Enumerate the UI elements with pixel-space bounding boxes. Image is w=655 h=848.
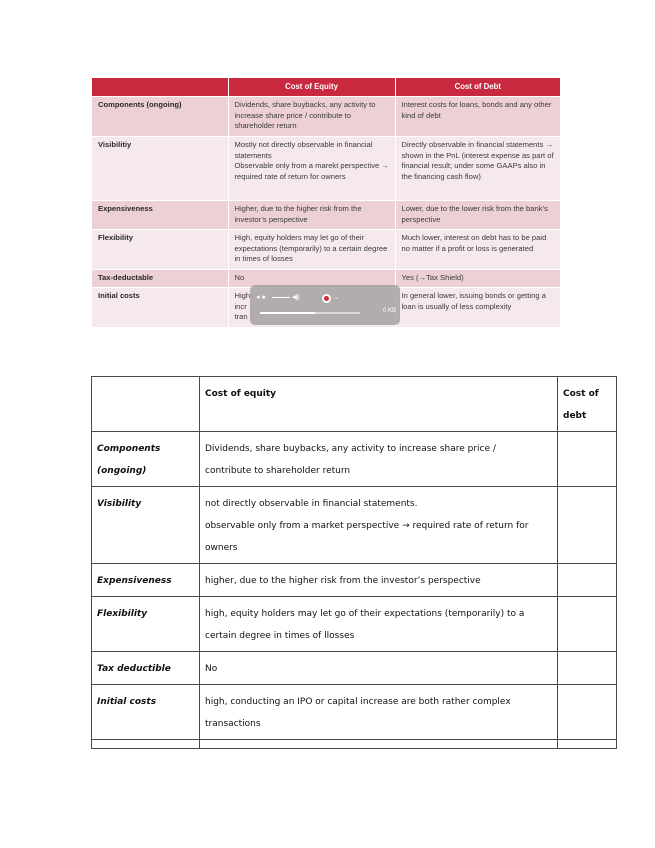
- image-debt-cell: Much lower, interest on debt has to be paid no matter if a profit or loss is generated: [395, 230, 560, 270]
- image-row-label: Visibilitiy: [92, 137, 228, 201]
- record-icon[interactable]: [322, 294, 331, 303]
- media-player-overlay[interactable]: [250, 285, 400, 325]
- volume-icon[interactable]: ◀): [292, 294, 300, 301]
- image-header-debt: Cost of Debt: [395, 78, 560, 97]
- table-row: [92, 564, 617, 597]
- row-label-visibility: Visibility: [92, 487, 200, 564]
- media-size-label: 0 KB: [382, 308, 396, 314]
- rewind-icon[interactable]: ◂ ●: [256, 294, 266, 301]
- image-row-components: [92, 97, 560, 137]
- image-row-flexibility: [92, 230, 560, 270]
- image-debt-cell: Yes (→Tax Shield): [395, 270, 560, 288]
- media-progress-fill: [260, 312, 315, 314]
- image-equity-cell: Higher, due to the higher risk from the investor’s perspective: [228, 201, 395, 230]
- table-row: [92, 432, 617, 487]
- equity-cell: not directly observable in financial statements. observable only from a market perspective → required rate of return for owners: [200, 487, 558, 564]
- image-equity-cell: High incr tran: [228, 288, 395, 328]
- image-row-label: Initial costs: [92, 288, 228, 328]
- image-debt-cell: Interest costs for loans, bonds and any other kind of debt: [395, 97, 560, 137]
- table-row: [92, 597, 617, 652]
- image-debt-cell: Directly observable in financial statements → shown in the PnL (interest expense as part of financial result; under some GAAPs also in the financing cash flow): [395, 137, 560, 201]
- media-progress-track[interactable]: [260, 312, 360, 314]
- image-header-empty: [92, 78, 228, 97]
- image-debt-cell: In general lower, issuing bonds or getting a loan is usually of less complexity: [395, 288, 560, 328]
- row-label-initial-costs: Initial costs: [92, 685, 200, 740]
- row-label-tax-deductible: Tax deductible: [92, 652, 200, 685]
- table-row: [92, 685, 617, 740]
- image-equity-cell: No: [228, 270, 395, 288]
- table-row: [92, 487, 617, 564]
- row-label-expensiveness: Expensiveness: [92, 564, 200, 597]
- image-equity-cell: Dividends, share buybacks, any activity to increase share price / contribute to shareholder return: [228, 97, 395, 137]
- image-equity-cell: Mostly not directly observable in financial statements Observable only from a marekt perspective → required rate of return for owners: [228, 137, 395, 201]
- header-cost-of-equity: Cost of equity: [200, 377, 558, 432]
- debt-cell: [558, 432, 617, 487]
- image-debt-cell: Lower, due to the lower risk from the bank’s perspective: [395, 201, 560, 230]
- debt-cell: [558, 487, 617, 564]
- header-empty-cell: [92, 377, 200, 432]
- chevron-down-icon[interactable]: ⌄: [334, 295, 340, 301]
- debt-cell: [558, 564, 617, 597]
- equity-cell: high, conducting an IPO or capital increase are both rather complex transactions: [200, 685, 558, 740]
- empty-table-row: [92, 740, 617, 749]
- debt-cell: [558, 597, 617, 652]
- comparison-table: [91, 376, 617, 749]
- image-table-header-row: [92, 78, 560, 97]
- image-row-label: Expensiveness: [92, 201, 228, 230]
- header-cost-of-debt: Cost of debt: [558, 377, 617, 432]
- image-row-visibility: [92, 137, 560, 201]
- empty-cell: [92, 740, 200, 749]
- row-label-flexibility: Flexibility: [92, 597, 200, 652]
- equity-cell: higher, due to the higher risk from the investor’s perspective: [200, 564, 558, 597]
- row-label-components: Components (ongoing): [92, 432, 200, 487]
- empty-cell: [558, 740, 617, 749]
- image-row-label: Flexibility: [92, 230, 228, 270]
- table-row: [92, 652, 617, 685]
- image-equity-cell: High, equity holders may let go of their expectations (temporarily) to a certain degree in times of losses: [228, 230, 395, 270]
- image-header-equity: Cost of Equity: [228, 78, 395, 97]
- equity-cell: No: [200, 652, 558, 685]
- image-row-label: Components (ongoing): [92, 97, 228, 137]
- empty-cell: [200, 740, 558, 749]
- volume-track[interactable]: [272, 297, 290, 298]
- equity-cell: high, equity holders may let go of their expectations (temporarily) to a certain degree in times of llosses: [200, 597, 558, 652]
- image-row-label: Tax-deductable: [92, 270, 228, 288]
- image-row-expensiveness: [92, 201, 560, 230]
- debt-cell: [558, 685, 617, 740]
- debt-cell: [558, 652, 617, 685]
- table-header-row: [92, 377, 617, 432]
- equity-cell: Dividends, share buybacks, any activity to increase share price / contribute to shareholder return: [200, 432, 558, 487]
